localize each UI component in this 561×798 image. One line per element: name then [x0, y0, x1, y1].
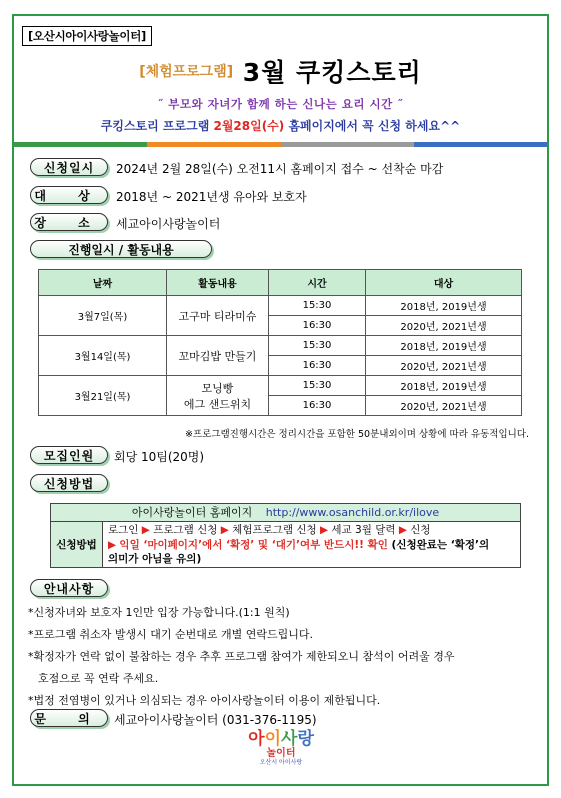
- step-program: 프로그램 신청: [153, 524, 218, 536]
- title-main: 3월 쿠킹스토리: [242, 58, 422, 87]
- color-bar: [14, 142, 547, 147]
- row-activity: [167, 376, 269, 416]
- arrow-right-icon: ▶: [220, 524, 229, 536]
- row-date: 3월7일(목): [39, 296, 167, 336]
- row-time: 16:30: [269, 396, 366, 416]
- guide-label: 안내사항: [30, 579, 108, 597]
- row-target: 2018년, 2019년생: [366, 296, 522, 316]
- row-time: 15:30: [269, 296, 366, 316]
- subtitle-line2: [0, 117, 561, 134]
- schedule-table: [38, 269, 522, 416]
- how-steps: [108, 523, 518, 567]
- row-time: 16:30: [269, 316, 366, 336]
- row-time: 16:30: [269, 356, 366, 376]
- arrow-right-icon: ▶: [141, 524, 150, 536]
- place-label: 장 소: [30, 213, 108, 231]
- site-label: 아이사랑놀이터 홈페이지: [131, 506, 253, 519]
- steps-line1: [108, 523, 518, 538]
- schedule-note: ※프로그램진행시간은 정리시간을 포함한 50분내외이며 상황에 따라 유동적입니다.: [184, 429, 529, 440]
- check-instruction: 익일 ‘마이페이지’에서 ‘확정’ 및 ‘대기’여부 반드시!! 확인: [119, 538, 388, 551]
- target-label: 대 상: [30, 186, 108, 204]
- step-apply: 신청: [410, 524, 431, 536]
- logo-char: 아: [248, 729, 265, 749]
- row-time: 15:30: [269, 336, 366, 356]
- guide-item: *법정 전염병이 있거나 의심되는 경우 아이사랑놀이터 이용이 제한됩니다.: [28, 694, 381, 707]
- table-row: [39, 296, 522, 316]
- color-bar-orange: [147, 142, 280, 147]
- org-label: [오산시아이사랑놀이터]: [22, 26, 152, 46]
- title-tag: [체험프로그램]: [139, 64, 234, 80]
- step-login: 로그인: [108, 524, 139, 536]
- table-row: [39, 336, 522, 356]
- subtitle-line2-b: 홈페이지에서 꼭 신청 하세요^^: [284, 119, 461, 133]
- contact-label: 문 의: [30, 709, 108, 727]
- schedule-label: 진행일시 / 활동내용: [30, 240, 212, 258]
- steps-line2: [108, 538, 518, 553]
- color-bar-blue: [414, 142, 547, 147]
- row-target: 2020년, 2021년생: [366, 396, 522, 416]
- guide-item: *확정자가 연락 없이 불참하는 경우 추후 프로그램 참여가 제한되오니 참석이 어려울 경우: [28, 650, 455, 663]
- color-bar-gray: [281, 142, 414, 147]
- subtitle-line2-a: 쿠킹스토리 프로그램: [100, 119, 214, 133]
- arrow-right-icon: ▶: [108, 538, 117, 551]
- color-bar-green: [14, 142, 147, 147]
- subtitle-line2-date: 2월28일(수): [213, 119, 285, 133]
- check-note-a: (신청완료는 ‘확정’의: [387, 538, 490, 551]
- table-header-row: [39, 270, 522, 296]
- logo-char: 랑: [297, 729, 314, 749]
- header-activity: 활동내용: [167, 270, 269, 296]
- logo-char: 사: [281, 729, 298, 749]
- row-activity-line1: 모닝빵: [201, 381, 234, 395]
- logo-char: 이: [264, 729, 281, 749]
- guide-item: *프로그램 취소자 발생시 대기 순번대로 개별 연락드립니다.: [28, 628, 313, 641]
- row-target: 2020년, 2021년생: [366, 316, 522, 336]
- contact-value: 세교아이사랑놀이터 (031-376-1195): [114, 713, 317, 727]
- how-box: [50, 503, 521, 568]
- header-date: 날짜: [39, 270, 167, 296]
- page-title: [0, 53, 561, 89]
- how-row-label: 신청방법: [51, 522, 103, 567]
- logo-line3: 오산시 아이사랑: [259, 759, 303, 766]
- row-activity-line2: 에그 샌드위치: [183, 397, 252, 411]
- logo-line2: 놀이터: [266, 748, 296, 759]
- header-time: 시간: [269, 270, 366, 296]
- row-date: 3월14일(목): [39, 336, 167, 376]
- brand-logo: [225, 729, 337, 767]
- recruit-value: 회당 10팀(20명): [114, 450, 205, 464]
- logo-line1: [225, 729, 337, 749]
- arrow-right-icon: ▶: [398, 524, 407, 536]
- arrow-right-icon: ▶: [320, 524, 329, 536]
- apply-date-label: 신청일시: [30, 158, 108, 176]
- step-calendar: 세교 3월 달력: [331, 524, 396, 536]
- site-url-link[interactable]: http://www.osanchild.or.kr/ilove: [265, 506, 440, 519]
- site-row: [51, 504, 520, 522]
- table-row: [39, 376, 522, 396]
- guide-item: 호점으로 꼭 연락 주세요.: [38, 672, 159, 685]
- header-target: 대상: [366, 270, 522, 296]
- guide-item: *신청자녀와 보호자 1인만 입장 가능합니다.(1:1 원칙): [28, 606, 290, 619]
- row-date: 3월21일(목): [39, 376, 167, 416]
- row-target: 2018년, 2019년생: [366, 376, 522, 396]
- recruit-label: 모집인원: [30, 446, 108, 464]
- check-note-b: 의미가 아님을 유의): [108, 553, 202, 565]
- target-value: 2018년 ~ 2021년생 유아와 보호자: [116, 190, 307, 204]
- row-target: 2018년, 2019년생: [366, 336, 522, 356]
- apply-date-value: 2024년 2월 28일(수) 오전11시 홈페이지 접수 ~ 선착순 마감: [116, 162, 444, 176]
- row-activity: 꼬마김밥 만들기: [167, 336, 269, 376]
- row-activity: 고구마 티라미슈: [167, 296, 269, 336]
- subtitle-line1: ˝ 부모와 자녀가 함께 하는 신나는 요리 시간 ˝: [157, 97, 404, 111]
- step-experience: 체험프로그램 신청: [232, 524, 317, 536]
- place-value: 세교아이사랑놀이터: [116, 217, 221, 231]
- how-label: 신청방법: [30, 474, 108, 492]
- row-target: 2020년, 2021년생: [366, 356, 522, 376]
- row-time: 15:30: [269, 376, 366, 396]
